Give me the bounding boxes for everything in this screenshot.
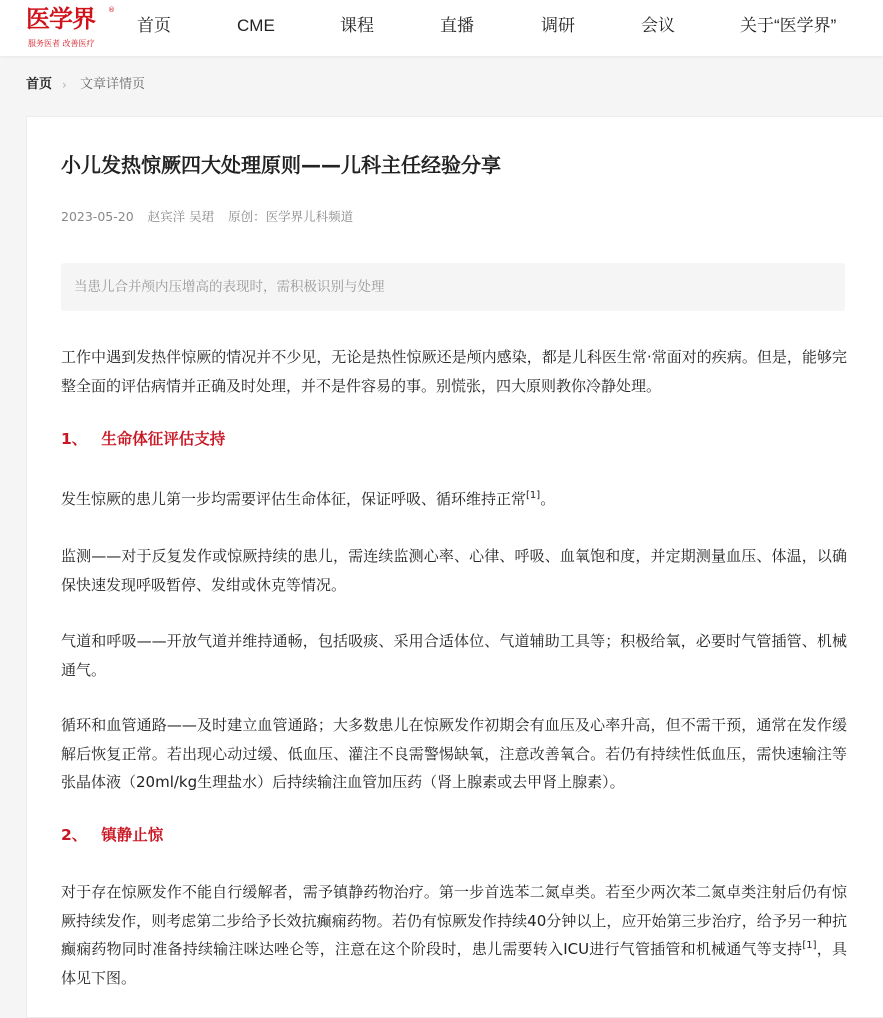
nav-item-cme[interactable]: CME	[237, 16, 275, 35]
section-2-paragraph-1	[61, 878, 847, 992]
reference-link[interactable]: [1]	[526, 490, 541, 501]
nav-item-survey[interactable]: 调研	[541, 16, 575, 35]
article-intro-paragraph: 工作中遇到发热伴惊厥的情况并不少见，无论是热性惊厥还是颅内感染，都是儿科医生常·常面对的疾病。但是，能够完整全面的评估病情并正确及时处理，并不是件容易的事。别慌张，四大原则教你冷静处理。	[61, 348, 847, 395]
article-authors: 赵宾洋 吴珺	[147, 209, 215, 224]
section-title: 生命体征评估支持	[101, 430, 226, 448]
section-heading-2	[61, 823, 163, 847]
section-1-paragraph-2: 监测——对于反复发作或惊厥持续的患儿，需连续监测心率、心律、呼吸、血氧饱和度，并定期测量血压、体温，以确保快速发现呼吸暂停、发绀或休克等情况。	[61, 547, 847, 594]
article-source: 原创：医学界儿科频道	[228, 209, 354, 224]
chevron-right-icon: ›	[62, 78, 67, 92]
article-title: 小儿发热惊厥四大处理原则——儿科主任经验分享	[61, 153, 501, 177]
article-summary-text: 当患儿合并颅内压增高的表现时，需积极识别与处理	[74, 279, 385, 295]
logo-tagline: 服务医者 改善医疗	[28, 39, 95, 48]
nav-item-home[interactable]: 首页	[137, 16, 171, 35]
paragraph-text-end: 。	[540, 490, 556, 508]
nav-item-about[interactable]: 关于“医学界”	[740, 16, 837, 35]
logo-wordmark: 医学界	[26, 4, 95, 33]
breadcrumb-current: 文章详情页	[80, 77, 146, 92]
article-date: 2023-05-20	[61, 209, 134, 224]
breadcrumb-home-link[interactable]: 首页	[26, 77, 53, 92]
nav-item-meetings[interactable]: 会议	[641, 16, 675, 35]
section-1-paragraph-3: 气道和呼吸——开放气道并维持通畅，包括吸痰、采用合适体位、气道辅助工具等；积极给氧，必要时气管插管、机械通气。	[61, 632, 847, 679]
section-title: 镇静止惊	[101, 826, 164, 844]
section-heading-1	[61, 427, 225, 451]
logo-registered-mark: ®	[108, 6, 115, 14]
nav-item-courses[interactable]: 课程	[340, 16, 374, 35]
nav-item-live[interactable]: 直播	[440, 16, 474, 35]
article-meta	[61, 207, 363, 227]
paragraph-text-end: ，具体见下图。	[61, 940, 847, 987]
paragraph-text: 发生惊厥的患儿第一步均需要评估生命体征，保证呼吸、循环维持正常	[61, 490, 527, 508]
section-1-paragraph-4: 循环和血管通路——及时建立血管通路；大多数患儿在惊厥发作初期会有血压及心率升高，但不需干预，通常在发作缓解后恢复正常。若出现心动过缓、低血压、灌注不良需警惕缺氧，注意改善氧合。若仍有持续性低血压，需快速输注等张晶体液（20ml/kg生理盐水）后持续输注血管加压药（肾上腺素或去甲肾上腺素）。	[61, 716, 847, 791]
section-number: 1、	[61, 430, 88, 448]
site-header	[0, 0, 883, 56]
main-nav	[0, 14, 883, 40]
reference-link[interactable]: [1]	[802, 940, 817, 951]
article-card	[26, 116, 883, 1018]
section-number: 2、	[61, 826, 88, 844]
article-summary	[61, 263, 845, 311]
paragraph-text: 对于存在惊厥发作不能自行缓解者，需予镇静药物治疗。第一步首选苯二氮卓类。若至少两次苯二氮卓类注射后仍有惊厥持续发作，则考虑第二步给予长效抗癫痫药物。若仍有惊厥发作持续40分钟以上，应开始第三步治疗，给予另一种抗癫痫药物同时准备持续输注咪达唑仑等，注意在这个阶段时，患儿需要转入ICU进行气管插管和机械通气等支持	[61, 883, 847, 958]
section-1-paragraph-1	[61, 485, 847, 514]
